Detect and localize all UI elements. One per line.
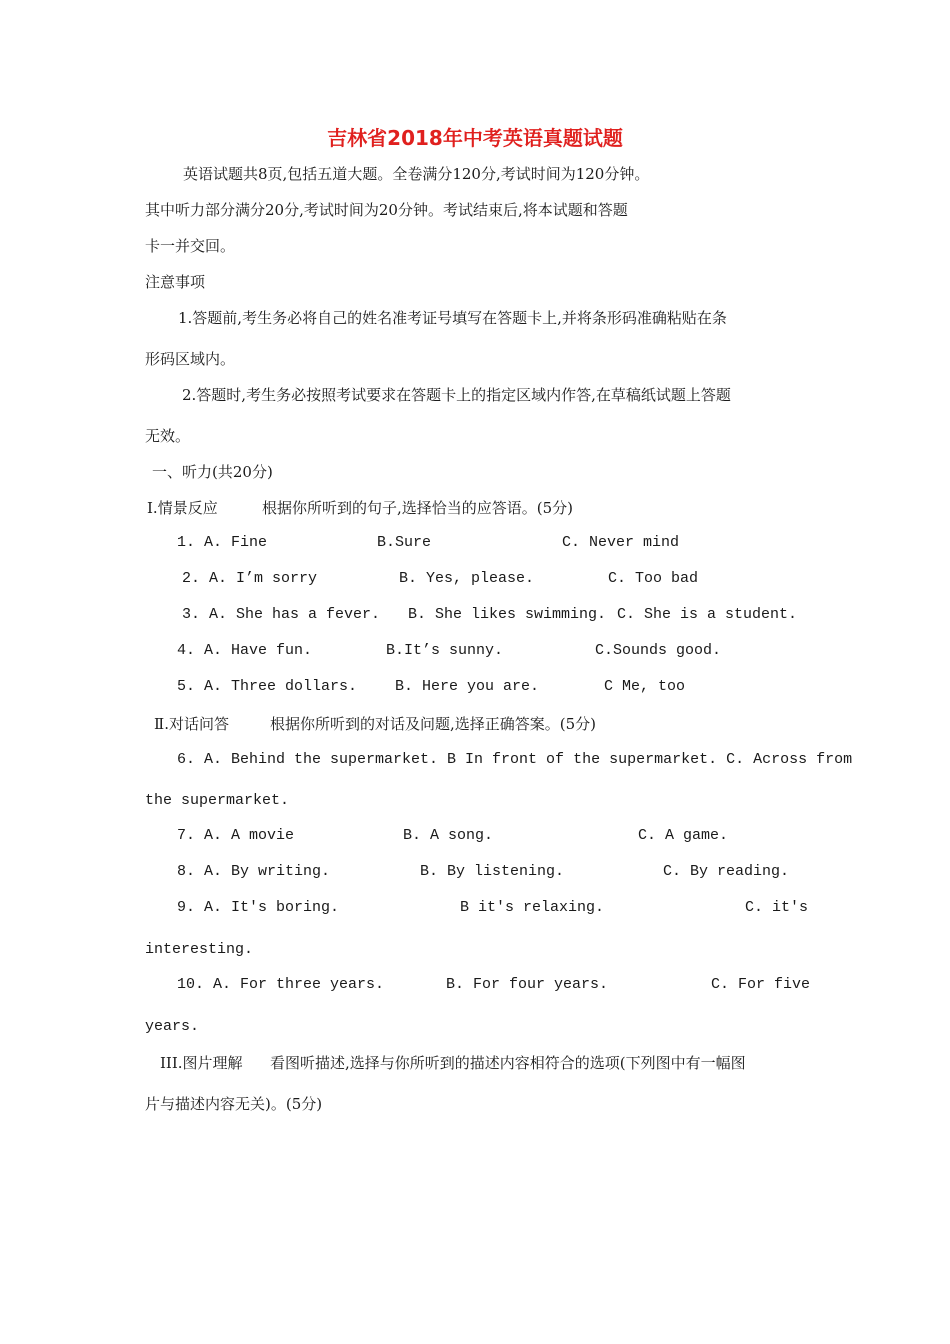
- part-3-instruction-line-1: 看图听描述,选择与你所听到的描述内容相符合的选项(下列图中有一幅图: [270, 1054, 746, 1072]
- question-9: [0, 899, 950, 919]
- question-option-b: B.It’s sunny.: [386, 642, 504, 659]
- question-option-a: 1. A. Fine: [177, 534, 268, 551]
- question-option-a: 2. A. I’m sorry: [182, 570, 318, 587]
- intro-line-2: 其中听力部分满分20分,考试时间为20分钟。考试结束后,将本试题和答题: [145, 201, 628, 219]
- question-option-c: C. Too bad: [608, 570, 699, 587]
- question-10-continued: years.: [145, 1018, 200, 1035]
- part-1-instruction: 根据你所听到的句子,选择恰当的应答语。(5分): [262, 499, 574, 517]
- section-1-heading: 一、听力(共20分): [152, 463, 273, 481]
- notice-item-2-line-1: 2.答题时,考生务必按照考试要求在答题卡上的指定区域内作答,在草稿纸试题上答题: [182, 386, 731, 404]
- question-1: [0, 534, 950, 554]
- question-option-c: C. it's: [745, 899, 809, 916]
- question-option-c: C. By reading.: [663, 863, 790, 880]
- question-option-c: C. A game.: [638, 827, 729, 844]
- question-option-b: B. Here you are.: [395, 678, 540, 695]
- question-option-a: 9. A. It's boring.: [177, 899, 340, 916]
- question-option-b: B. She likes swimming.: [408, 606, 607, 623]
- question-option-c: C.Sounds good.: [595, 642, 722, 659]
- page-title: 吉林省2018年中考英语真题试题: [327, 126, 623, 150]
- question-option-b: B. By listening.: [420, 863, 565, 880]
- part-1-heading: Ⅰ.情景反应: [147, 499, 218, 517]
- question-3: [0, 606, 950, 626]
- question-option-b: B it's relaxing.: [460, 899, 605, 916]
- question-option-b: B. For four years.: [446, 976, 609, 993]
- question-6-line-2: the supermarket.: [145, 792, 290, 809]
- question-option-a: 3. A. She has a fever.: [182, 606, 381, 623]
- intro-line-3: 卡一并交回。: [145, 237, 236, 255]
- notice-item-1-line-1: 1.答题前,考生务必将自己的姓名准考证号填写在答题卡上,并将条形码准确粘贴在条: [178, 309, 727, 327]
- question-9-continued: interesting.: [145, 941, 254, 958]
- question-option-c: C. For five: [711, 976, 811, 993]
- question-2: [0, 570, 950, 590]
- question-option-a: 4. A. Have fun.: [177, 642, 313, 659]
- notice-item-2-line-2: 无效。: [145, 427, 191, 445]
- question-option-a: 5. A. Three dollars.: [177, 678, 358, 695]
- part-3-instruction-line-2: 片与描述内容无关)。(5分): [145, 1095, 323, 1113]
- question-4: [0, 642, 950, 662]
- question-option-b: B.Sure: [377, 534, 432, 551]
- question-option-b: B. Yes, please.: [399, 570, 535, 587]
- notice-item-1-line-2: 形码区域内。: [145, 350, 236, 368]
- question-10: [0, 976, 950, 996]
- question-option-c: C. Never mind: [562, 534, 680, 551]
- notice-heading: 注意事项: [145, 273, 206, 291]
- part-3-heading: III.图片理解: [160, 1054, 243, 1072]
- question-option-c: C. She is a student.: [617, 606, 798, 623]
- question-option-b: B. A song.: [403, 827, 494, 844]
- part-2-instruction: 根据你所听到的对话及问题,选择正确答案。(5分): [270, 715, 597, 733]
- intro-line-1: 英语试题共8页,包括五道大题。全卷满分120分,考试时间为120分钟。: [183, 165, 650, 183]
- question-option-a: 7. A. A movie: [177, 827, 295, 844]
- question-6-line-1: 6. A. Behind the supermarket. B In front of the supermarket. C. Across from: [177, 751, 853, 768]
- question-8: [0, 863, 950, 883]
- question-7: [0, 827, 950, 847]
- question-5: [0, 678, 950, 698]
- question-option-a: 8. A. By writing.: [177, 863, 331, 880]
- question-option-a: 10. A. For three years.: [177, 976, 385, 993]
- part-2-heading: Ⅱ.对话问答: [154, 715, 229, 733]
- question-option-c: C Me, too: [604, 678, 686, 695]
